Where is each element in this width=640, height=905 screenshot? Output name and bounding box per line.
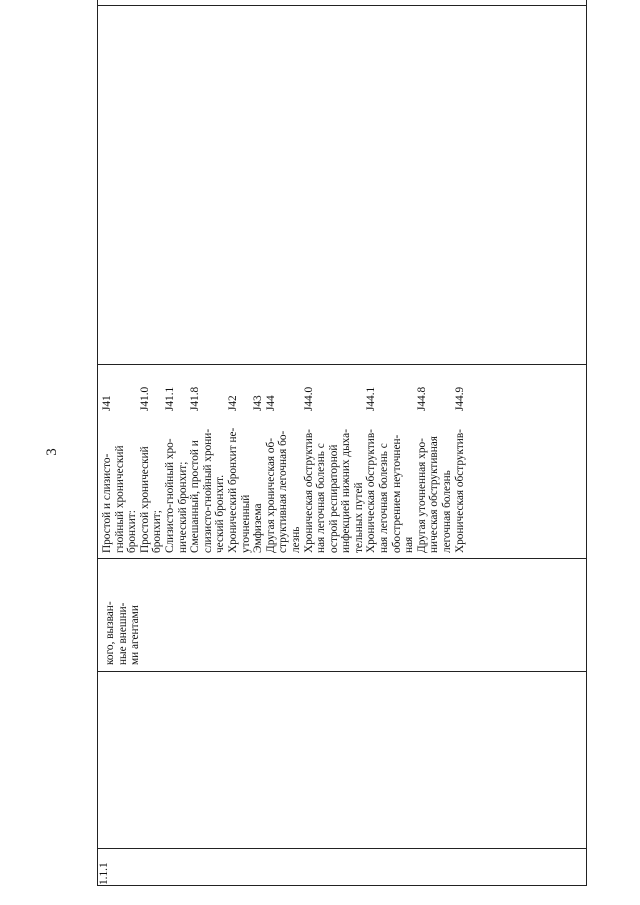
diagnosis-item [252,365,265,553]
icd-code: J41.8 [189,386,202,411]
agent-line: ми агентами [129,605,142,665]
empty-cell [98,672,587,849]
diagnosis-line: ная [403,536,416,553]
diagnosis-item [101,365,139,553]
diagnosis-line: Хроническая обструктив- [365,429,378,553]
row-code-cell [98,849,587,886]
diagnosis-table [97,0,587,886]
diagnosis-line: лезнь [289,526,302,553]
agent-cell [98,559,587,672]
diagnosis-name [164,438,189,553]
diagnosis-name [454,429,467,553]
icd-code: J41.0 [138,386,151,411]
icd-code: J41.1 [163,386,176,411]
diagnosis-name [416,436,454,553]
diagnosis-name [252,503,265,553]
agent-line: ные внешни- [116,602,129,665]
diagnosis-line: слизисто-гнойный хрони- [201,428,214,553]
diagnosis-line: Другая уточненная хро- [415,438,428,553]
diagnosis-name [365,429,415,553]
icd-code: J44.8 [415,386,428,411]
rotated-table-container [97,18,587,886]
diagnosis-line: нический бронхит; [176,461,189,553]
diagnosis-line: Хроническая обструктив- [302,429,315,553]
diagnosis-name [227,428,252,553]
agent-description [98,559,142,671]
diagnosis-line: обострением неуточнен- [390,434,403,553]
diagnosis-name [303,429,366,553]
diagnosis-name [139,446,164,553]
diagnosis-line: уточненный [239,494,252,553]
diagnosis-line: Смешанный, простой и [189,440,202,553]
diagnosis-line: инфекцией нижних дыха- [340,429,353,553]
empty-cell [98,6,587,365]
diagnosis-item [454,365,467,553]
diagnosis-cell [98,365,587,559]
icd-code: J44.0 [302,386,315,411]
diagnosis-item [139,365,164,553]
icd-code: J44 [264,395,277,411]
row-code: 1.1.1 [98,862,110,885]
diagnosis-item [227,365,252,553]
diagnosis-line: Другая хроническая об- [264,437,277,553]
diagnosis-line: гнойный хронический [113,445,126,553]
empty-cell [98,0,587,6]
diagnosis-item [189,365,227,553]
diagnosis-name [189,429,227,553]
diagnosis-line: Простой и слизисто- [101,453,113,553]
diagnosis-line: тельных путей [352,482,365,553]
diagnosis-line: Слизисто-гнойный хро- [163,438,176,553]
diagnosis-item [416,365,454,553]
page-number: 3 [44,448,60,456]
icd-code: J44.1 [365,386,378,411]
diagnosis-name [265,431,303,553]
diagnosis-name [101,446,139,554]
diagnosis-list [98,365,466,558]
diagnosis-line: ническая обструктивная [428,436,441,553]
diagnosis-item [265,365,303,553]
icd-code: J43 [252,395,265,411]
agent-line: кого, вызван- [104,601,116,665]
diagnosis-line: Хроническая обструктив- [453,429,466,553]
table-row [98,0,587,886]
diagnosis-item [164,365,189,553]
diagnosis-item [365,365,415,553]
diagnosis-line: Хронический бронхит не- [226,427,239,553]
diagnosis-line: бронхит: [126,510,139,553]
icd-code: J41 [101,395,113,411]
diagnosis-line: Простой хронический [138,446,151,553]
diagnosis-line: ная легочная болезнь с [378,443,391,553]
diagnosis-line: ная легочная болезнь с [315,443,328,553]
diagnosis-line: структивная легочная бо- [277,430,290,553]
diagnosis-line: Эмфизема [252,503,265,553]
diagnosis-line: острой респираторной [327,444,340,553]
icd-code: J44.9 [453,386,466,411]
diagnosis-line: бронхит; [151,510,164,553]
diagnosis-item [303,365,366,553]
icd-code: J42 [226,395,239,411]
diagnosis-line: легочная болезнь [441,470,454,553]
diagnosis-line: ческий бронхит. [214,474,227,553]
